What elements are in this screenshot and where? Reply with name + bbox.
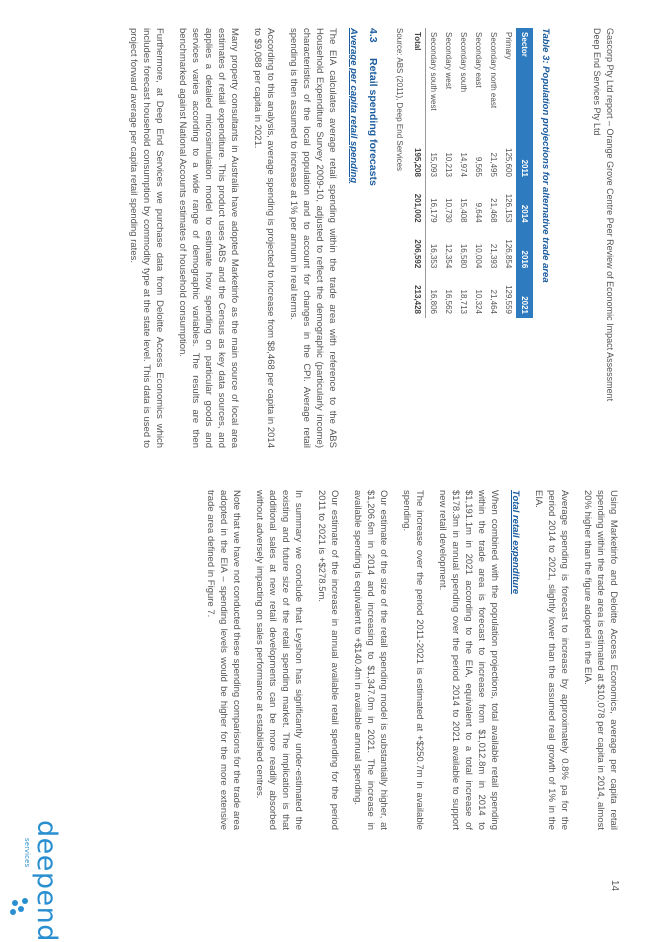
table-cell: 15,093 — [429, 152, 438, 177]
table-cell: 206,592 — [410, 227, 426, 273]
table-header-cell: 2021 — [516, 272, 533, 318]
paragraph: Note that we have not conducted these spending comparisons for the trade area adopted in the EIA – spending levels would be higher for the more extensive trade area defined in Figure 7. — [205, 490, 242, 830]
paragraph: The EIA calculates average retail spending within the trade area with reference to the ABS Household Expenditure Survey 2009-10, adjusted to reflect the demographic (particularly income) characteristics of the local population and to account for changes in the CPI. Average retail spending is then assumed to increase at 1% per annum in real terms. — [288, 28, 338, 448]
table-cell: Secondary west — [444, 32, 453, 89]
table-source: Source: ABS (2011), Deep End Services — [395, 28, 404, 172]
logo-wordmark: deepend — [31, 820, 62, 942]
table-header-cell: Sector — [516, 28, 533, 135]
subheading-per-capita: Average per capita retail spending — [348, 28, 359, 184]
section-number: 4.3 — [367, 28, 379, 43]
table-cell: 9,644 — [474, 202, 483, 223]
table-cell: 18,713 — [459, 289, 468, 314]
table-cell: 21,393 — [489, 243, 498, 269]
table-row — [441, 28, 456, 318]
table-cell: 16,806 — [429, 289, 438, 314]
table-cell: 10,004 — [474, 243, 483, 269]
paragraph: Furthermore, at Deep End Services we purchase data from Deloitte Access Economics which includes forecast household consumption by commodity type at the state level. This data is used to project forward average per capita retail spending rates. — [128, 28, 165, 448]
page-number: 14 — [609, 880, 620, 892]
paragraph: According to this analysis, average spending is projected to increase from $8,468 per capita in 2014 to $9,088 per capita in 2021. — [252, 28, 276, 448]
table-cell: 21,468 — [489, 198, 498, 223]
table-cell: Total — [410, 28, 426, 135]
section-title: Retail spending forecasts — [367, 58, 379, 186]
footer-company: Deep End Services Pty Ltd — [592, 28, 602, 136]
paragraph: Our estimate of the size of the retail spending model is substantially higher, at $1,206.6m in 2014 and increasing to $1,347.0m in 2021. The increase in available spending is equivalent to +$140.4m in available annual spending. — [352, 490, 389, 830]
table-cell: 126,153 — [504, 193, 513, 223]
footer — [590, 28, 616, 401]
paragraph: Many property consultants in Australia have adopted Marketinfo as the main source of local area estimates of retail expenditure. This product uses ABS and the Census as key data sources, and applies a detailed microsimulation model to estimate how spending on particular goods and services varies according to a wide range of demographic variables. The results are then benchmarked against National Accounts estimates of household consumption. — [177, 28, 240, 448]
table-cell: 21,464 — [489, 289, 498, 314]
table-row — [456, 28, 471, 318]
paragraph: When combined with the population projections, total available retail spending within the trade area is forecast to increase from $1,012.8m in 2014 to $1,191.1m in 2021 according to the EIA, equivalent to a total increase of $178.3m in annual spending over the period 2014 to 2021 available to support new retail development. — [437, 490, 500, 830]
paragraph: Using Marketinfo and Deloitte Access Economics, average per capita retail spending within the trade area is estimated at $10,078 per capita in 2014, almost 20% higher than the figure adopted in the EIA. — [582, 490, 619, 830]
table-cell: 16,353 — [429, 243, 438, 269]
table-row — [471, 28, 486, 318]
footer-report-title: Gascorp Pty Ltd report – Orange Grove Centre Peer Review of Economic Impact Assessment — [605, 28, 615, 402]
table-cell: 201,002 — [410, 181, 426, 227]
table-cell: 15,408 — [459, 198, 468, 223]
subheading-total-expenditure: Total retail expenditure — [510, 490, 521, 595]
table-header-cell: 2011 — [516, 135, 533, 181]
table-cell: 12,354 — [444, 243, 453, 269]
table-cell: 14,974 — [459, 152, 468, 177]
table-header-cell: 2014 — [516, 181, 533, 227]
logo-dots-icon — [8, 898, 28, 918]
left-column — [117, 28, 552, 448]
table-cell: Secondary east — [474, 32, 483, 88]
logo-subtitle: services — [23, 838, 30, 868]
table-header-cell: 2016 — [516, 227, 533, 273]
table-cell: 10,730 — [444, 198, 453, 223]
table-cell: 129,559 — [504, 285, 513, 314]
table-cell: Primary — [504, 32, 513, 60]
table-caption: Table 3: Population projections for alternative trade area — [540, 28, 551, 283]
paragraph: In summary we conclude that Leyshon has significantly under-estimated the existing and future size of the retail spending market. The implication is that additional sales at new retail developments can be more readily absorbed without adversely impacting on sales performance at established centres. — [254, 490, 304, 830]
population-table — [410, 28, 533, 318]
table-cell: Secondary north east — [489, 32, 498, 109]
table-total-row — [410, 28, 426, 318]
table-cell: 16,562 — [444, 289, 453, 314]
table-cell: 16,179 — [429, 198, 438, 223]
table-row — [501, 28, 516, 318]
table-cell: Secondary south — [459, 32, 468, 93]
table-row — [486, 28, 501, 318]
table-cell: 195,208 — [410, 135, 426, 181]
paragraph: Our estimate of the increase in annual available retail spending for the period 2011 to 2021 is +$278.5m. — [316, 490, 340, 830]
paragraph: The increase over the period 2011-2021 is estimated at +$250.7m in available spending. — [401, 490, 425, 830]
table-header-row — [516, 28, 533, 318]
table-cell: 9,565 — [474, 156, 483, 177]
table-cell: 213,428 — [410, 272, 426, 318]
paragraph: Average spending is forecast to increase by approximately 0.8% pa for the period 2014 to 2021, slightly lower than the assumed real growth of 1% in the EIA. — [533, 490, 570, 830]
section-heading — [366, 28, 379, 448]
right-column — [194, 490, 620, 830]
table-cell: 10,324 — [474, 289, 483, 314]
table-cell: 16,580 — [459, 243, 468, 269]
table-row — [426, 28, 442, 318]
table-cell: 10,213 — [444, 152, 453, 177]
table-cell: 126,854 — [504, 239, 513, 269]
table-cell: Secondary south west — [429, 32, 438, 111]
table-cell: 21,495 — [489, 152, 498, 177]
company-logo — [6, 820, 62, 942]
table-cell: 125,600 — [504, 148, 513, 177]
